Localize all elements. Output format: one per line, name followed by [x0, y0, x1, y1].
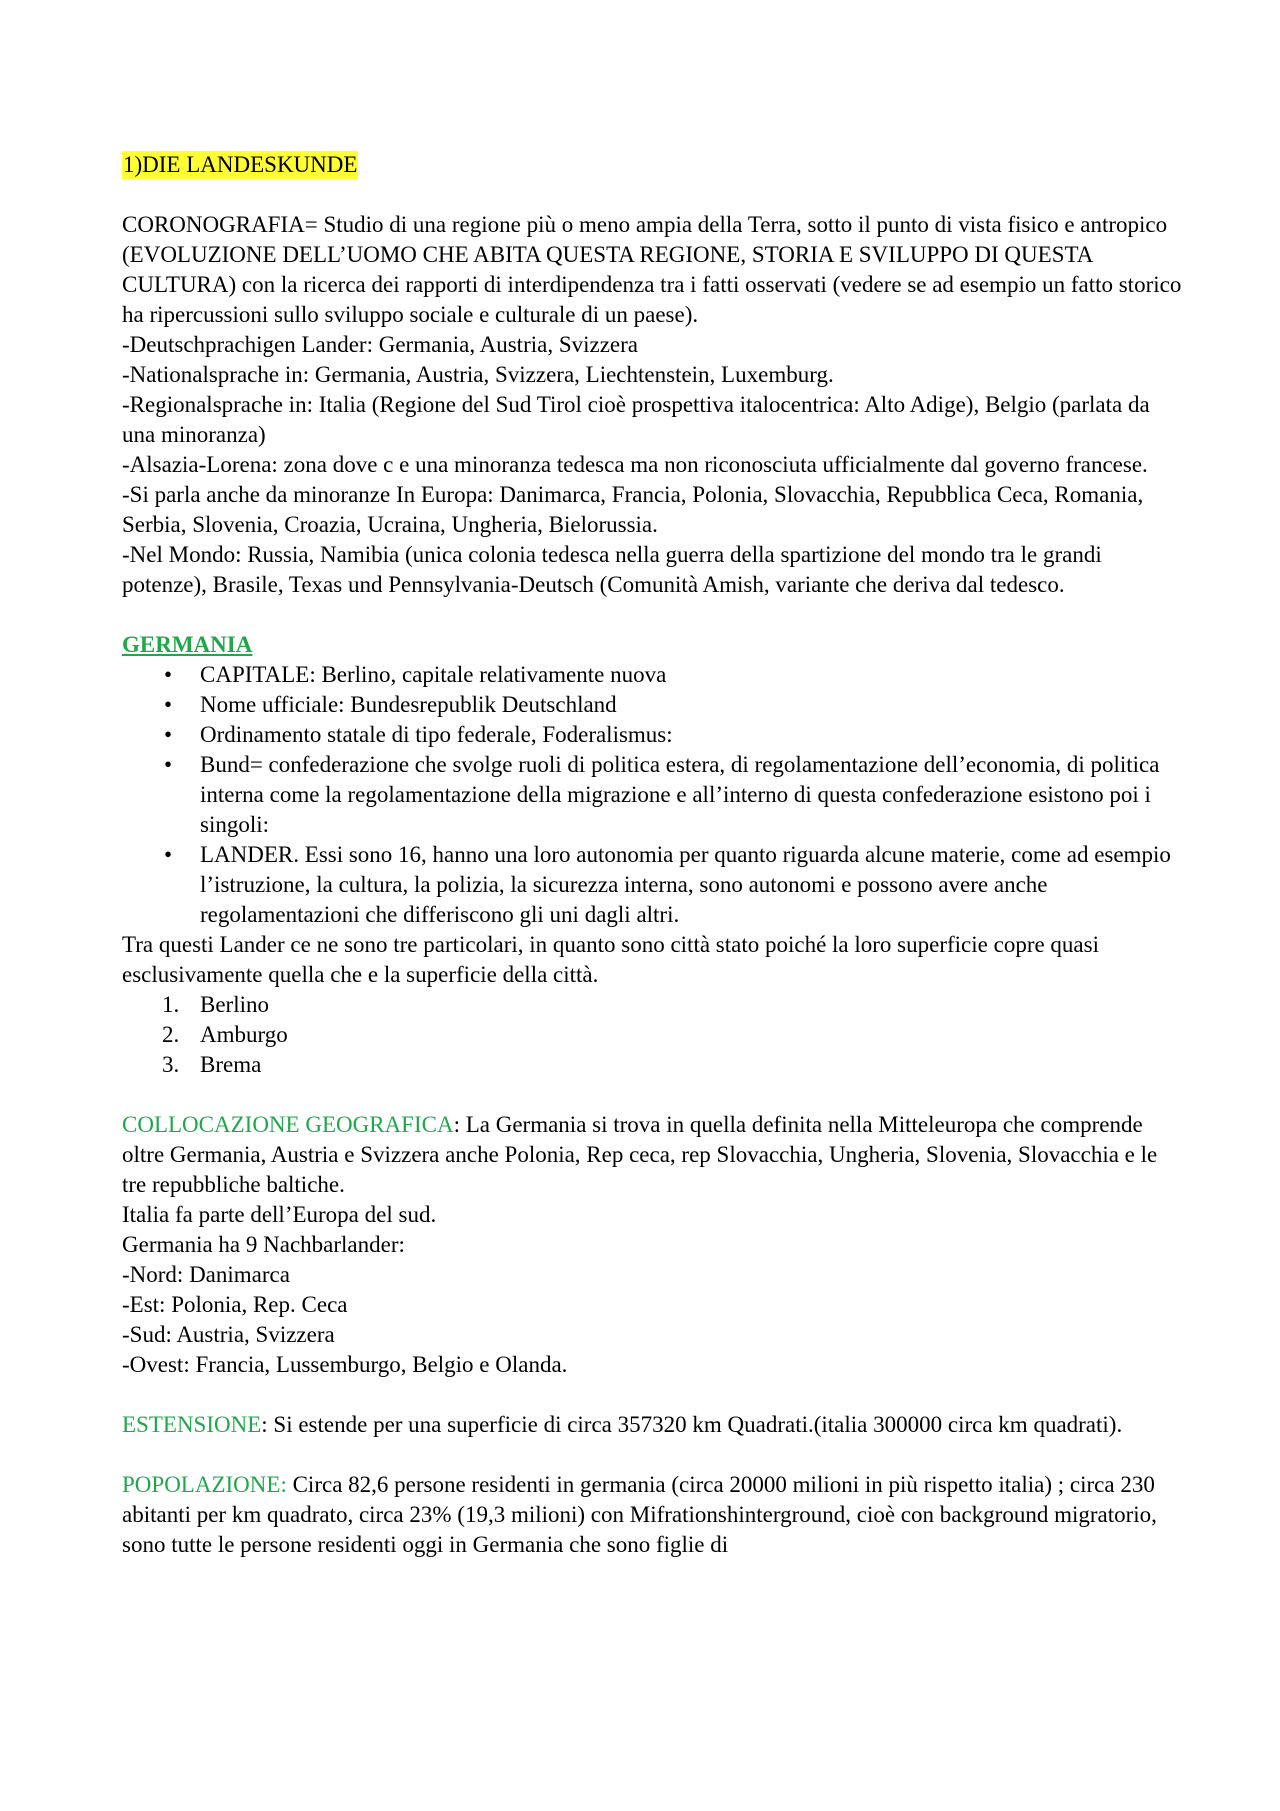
- document-page: [122, 150, 1182, 1560]
- list-item: [122, 1050, 1182, 1080]
- popolazione-text: Circa 82,6 persone residenti in germania (circa 20000 milioni in più rispetto italia) ; circa 230 abitanti per km quadrato, circa 23% (19,3 milioni) con Mifrationshinterground, cioè con background migratorio, sono tutte le persone residenti oggi in Germania che sono figlie di: [122, 1472, 1157, 1557]
- bullet-text: Bund= confederazione che svolge ruoli di politica estera, di regolamentazione dell’economia, di politica interna come la regolamentazione della migrazione e all’interno di questa confederazione esistono poi i singoli:: [200, 752, 1160, 837]
- bullet-icon: •: [164, 842, 173, 867]
- page-title: 1)DIE LANDESKUNDE: [123, 152, 358, 177]
- intro-line: -Regionalsprache in: Italia (Regione del Sud Tirol cioè prospettiva italocentrica: Alto Adige), Belgio (parlata da una minoranza): [122, 392, 1150, 447]
- germania-heading: GERMANIA: [122, 632, 253, 657]
- list-item: [122, 1020, 1182, 1050]
- coronografia-definition: CORONOGRAFIA= Studio di una regione più o meno ampia della Terra, sotto il punto di vista fisico e antropico (EVOLUZIONE DELL’UOMO CHE ABITA QUESTA REGIONE, STORIA E SVILUPPO DI QUESTA CULTURA) con la ricerca dei rapporti di interdipendenza tra i fatti osservati (vedere se ad esempio un fatto storico ha ripercussioni sullo sviluppo sociale e culturale di un paese).: [122, 212, 1182, 327]
- collocazione-line: -Sud: Austria, Svizzera: [122, 1322, 335, 1347]
- bullet-text: CAPITALE: Berlino, capitale relativamente nuova: [200, 662, 667, 687]
- list-number: 1.: [162, 992, 180, 1017]
- list-item: [122, 720, 1182, 750]
- intro-line: -Alsazia-Lorena: zona dove c e una minoranza tedesca ma non riconosciuta ufficialmente dal governo francese.: [122, 452, 1148, 477]
- bullet-icon: •: [164, 722, 173, 747]
- collocazione-line: Germania ha 9 Nachbarlander:: [122, 1232, 405, 1257]
- bullet-text: Ordinamento statale di tipo federale, Foderalismus:: [200, 722, 673, 747]
- bullet-text: Nome ufficiale: Bundesrepublik Deutschland: [200, 692, 617, 717]
- list-item: [122, 750, 1182, 840]
- intro-line: -Deutschprachigen Lander: Germania, Austria, Svizzera: [122, 332, 639, 357]
- bullet-icon: •: [164, 692, 173, 717]
- collocazione-label: COLLOCAZIONE GEOGRAFICA: [122, 1112, 454, 1137]
- collocazione-line: -Nord: Danimarca: [122, 1262, 290, 1287]
- estensione-paragraph: [122, 1410, 1182, 1440]
- list-item: [122, 840, 1182, 930]
- intro-line: -Nationalsprache in: Germania, Austria, Svizzera, Liechtenstein, Luxemburg.: [122, 362, 834, 387]
- collocazione-paragraph: [122, 1110, 1182, 1200]
- collocazione-line: -Ovest: Francia, Lussemburgo, Belgio e Olanda.: [122, 1352, 568, 1377]
- city-name: Brema: [200, 1052, 262, 1077]
- germania-bullet-list: [122, 660, 1182, 930]
- bullet-text: LANDER. Essi sono 16, hanno una loro autonomia per quanto riguarda alcune materie, come ad esempio l’istruzione, la cultura, la polizia, la sicurezza interna, sono autonomi e possono avere anche regolamentazioni che differiscono gli uni dagli altri.: [200, 842, 1171, 927]
- intro-line: -Nel Mondo: Russia, Namibia (unica colonia tedesca nella guerra della spartizione del mondo tra le grandi potenze), Brasile, Texas und Pennsylvania-Deutsch (Comunità Amish, variante che deriva dal tedesco.: [122, 542, 1102, 597]
- list-number: 2.: [162, 1022, 180, 1047]
- city-states-intro: Tra questi Lander ce ne sono tre particolari, in quanto sono città stato poiché la loro superficie copre quasi esclusivamente quella che e la superficie della città.: [122, 932, 1099, 987]
- title-line: [122, 150, 1182, 180]
- collocazione-line: Italia fa parte dell’Europa del sud.: [122, 1202, 437, 1227]
- popolazione-paragraph: [122, 1470, 1182, 1560]
- list-item: [122, 660, 1182, 690]
- bullet-icon: •: [164, 662, 173, 687]
- city-name: Berlino: [200, 992, 269, 1017]
- intro-line: -Si parla anche da minoranze In Europa: Danimarca, Francia, Polonia, Slovacchia, Repubblica Ceca, Romania, Serbia, Slovenia, Croazia, Ucraina, Ungheria, Bielorussia.: [122, 482, 1144, 537]
- city-name: Amburgo: [200, 1022, 288, 1047]
- estensione-label: ESTENSIONE: [122, 1412, 262, 1437]
- estensione-text: : Si estende per una superficie di circa 357320 km Quadrati.(italia 300000 circa km quadrati).: [261, 1412, 1123, 1437]
- city-states-list: [122, 990, 1182, 1080]
- collocazione-line: -Est: Polonia, Rep. Ceca: [122, 1292, 348, 1317]
- bullet-icon: •: [164, 752, 173, 777]
- collocazione-text: : La Germania si trova in quella definita nella Mitteleuropa che comprende oltre Germania, Austria e Svizzera anche Polonia, Rep ceca, rep Slovacchia, Ungheria, Slovenia, Slovacchia e le tre repubbliche baltiche.: [122, 1112, 1158, 1197]
- list-number: 3.: [162, 1052, 180, 1077]
- list-item: [122, 690, 1182, 720]
- list-item: [122, 990, 1182, 1020]
- popolazione-label: POPOLAZIONE:: [122, 1472, 287, 1497]
